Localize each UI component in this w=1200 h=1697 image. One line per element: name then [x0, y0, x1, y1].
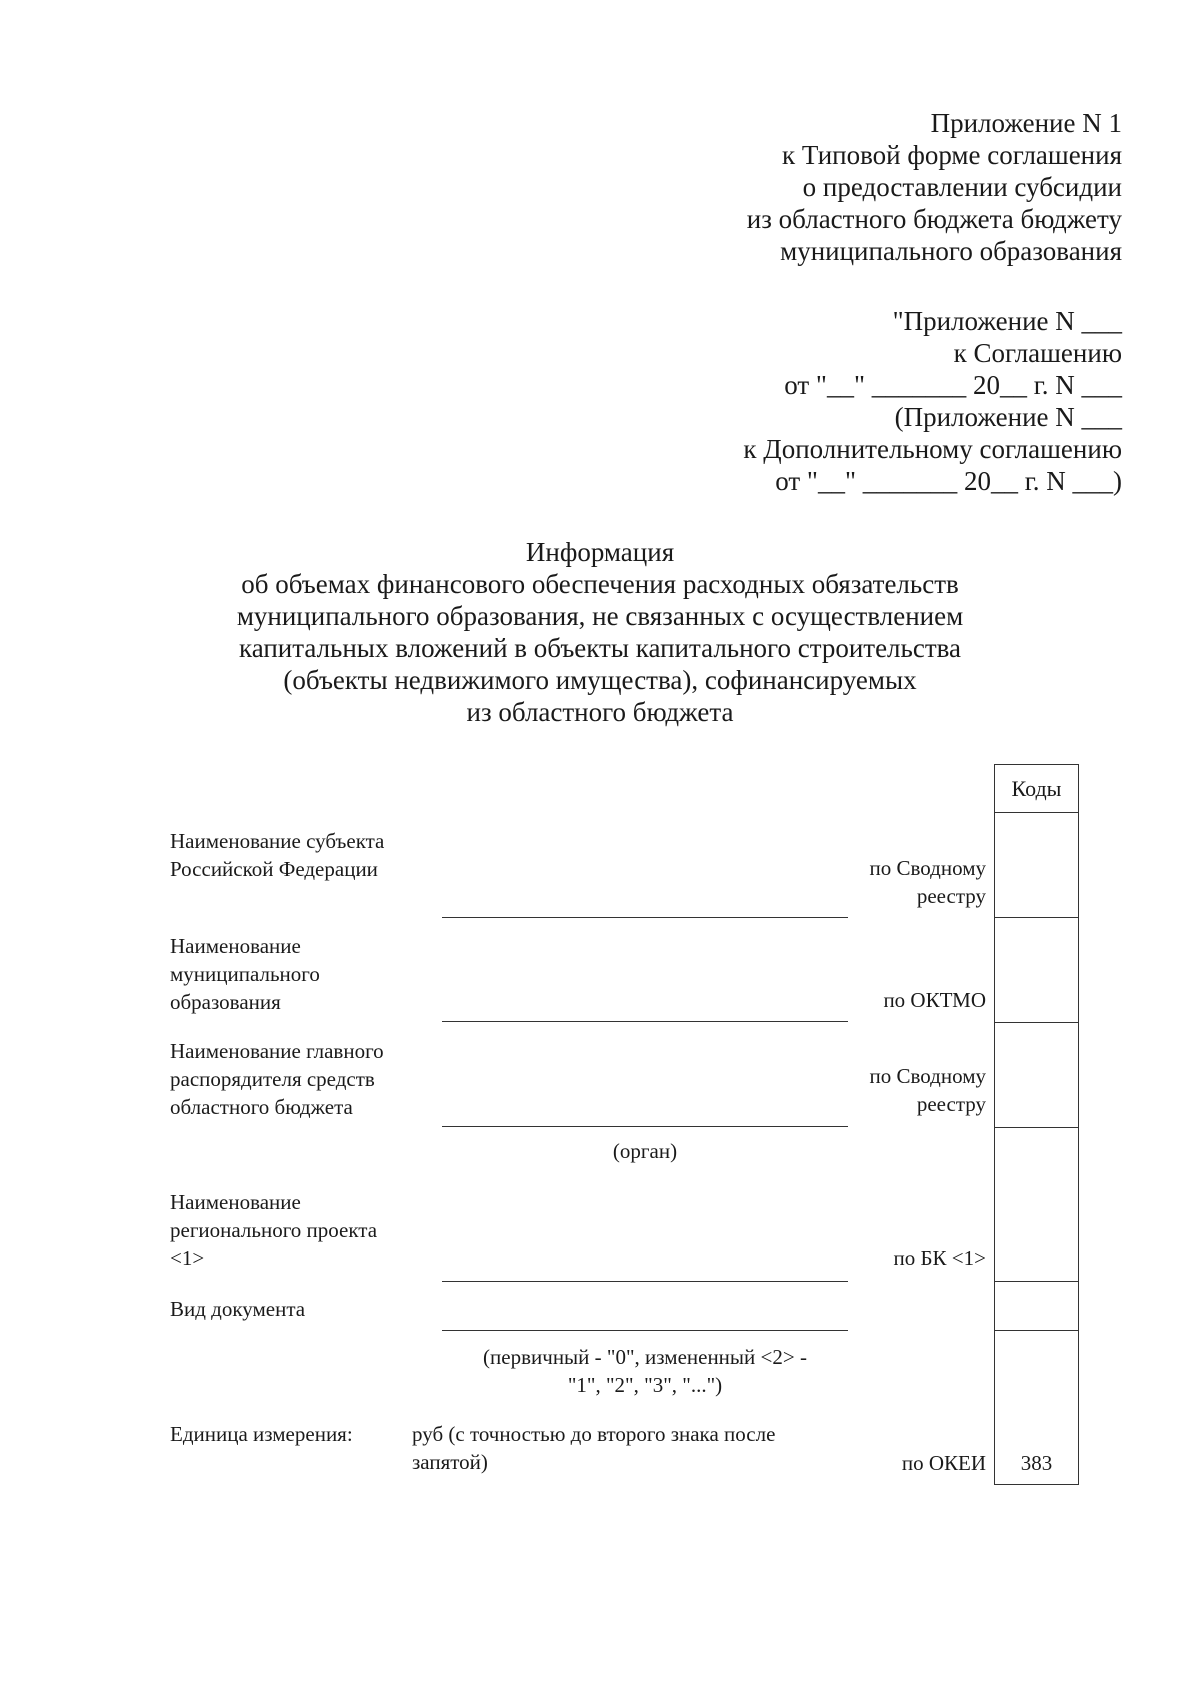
codes-bottom-border: [994, 1484, 1079, 1485]
codes-divider: [994, 1330, 1079, 1331]
codes-top-border: [994, 764, 1079, 765]
grbs-label-line: распорядителя средств: [170, 1067, 375, 1091]
code-label-line: по ОКТМО: [883, 988, 986, 1012]
organ-note: (орган): [612, 1139, 678, 1163]
subject-label: [170, 827, 384, 883]
title-line: (объекты недвижимого имущества), софинансируемых: [283, 665, 917, 695]
unit-value: [412, 1420, 775, 1476]
appendix-line: о предоставлении субсидии: [802, 172, 1122, 202]
codes-divider: [994, 917, 1079, 918]
grbs-label-line: областного бюджета: [170, 1095, 353, 1119]
code-label-line: по БК <1>: [893, 1246, 986, 1270]
codes-right-border: [1078, 764, 1079, 1485]
title-heading: Информация: [525, 537, 675, 567]
title-line: об объемах финансового обеспечения расходных обязательств: [241, 569, 959, 599]
bk-code-label: [894, 1244, 987, 1272]
municipality-label-line: муниципального: [170, 962, 320, 986]
document-title: [150, 536, 1050, 728]
appendix-title: Приложение N 1: [930, 108, 1122, 138]
code-label-line: по Сводному: [869, 856, 986, 880]
code-label-line: реестру: [916, 1092, 986, 1116]
doc-type-input-line[interactable]: [442, 1330, 848, 1331]
subject-input-line[interactable]: [442, 917, 848, 918]
municipality-label-line: образования: [170, 990, 281, 1014]
project-input-line[interactable]: [442, 1281, 848, 1282]
grbs-label: [170, 1037, 384, 1121]
appendix-header: [747, 107, 1122, 267]
doc-type-note: [442, 1343, 848, 1399]
codes-header: Коды: [1011, 776, 1062, 801]
codes-divider: [994, 1281, 1079, 1282]
code-label-line: по Сводному: [869, 1064, 986, 1088]
appendix-line: муниципального образования: [780, 236, 1122, 266]
doc-type-label: [170, 1295, 305, 1323]
agreement-ref-line: от "__" _______ 20__ г. N ___: [784, 370, 1122, 400]
project-label: [170, 1188, 377, 1272]
appendix-line: к Типовой форме соглашения: [782, 140, 1122, 170]
doc-type-label-line: Вид документа: [170, 1297, 306, 1321]
project-label-line: регионального проекта: [170, 1218, 378, 1242]
project-label-line: Наименование: [170, 1190, 301, 1214]
agreement-reference: [743, 305, 1122, 497]
agreement-ref-line: к Соглашению: [953, 338, 1122, 368]
title-line: из областного бюджета: [466, 697, 734, 727]
grbs-input-line[interactable]: [442, 1126, 848, 1127]
agreement-ref-line: (Приложение N ___: [894, 402, 1122, 432]
codes-left-border: [994, 764, 995, 1485]
unit-value-line: запятой): [412, 1450, 488, 1474]
codes-divider: [994, 1022, 1079, 1023]
project-label-line: <1>: [170, 1246, 205, 1270]
agreement-ref-line: к Дополнительному соглашению: [743, 434, 1122, 464]
title-line: капитальных вложений в объекты капитального строительства: [238, 633, 961, 663]
municipality-label-line: Наименование: [170, 934, 301, 958]
subject-code-label: [870, 854, 986, 910]
unit-value-line: руб (с точностью до второго знака после: [412, 1422, 776, 1446]
oktmo-code-label: [883, 986, 986, 1014]
doc-type-note-line: "1", "2", "3", "..."): [567, 1373, 723, 1397]
doc-type-note-line: (первичный - "0", измененный <2> -: [483, 1345, 807, 1369]
agreement-ref-line: от "__" _______ 20__ г. N ___): [775, 466, 1122, 496]
appendix-line: из областного бюджета бюджету: [746, 204, 1122, 234]
okei-code-value: 383: [1020, 1451, 1053, 1475]
subject-label-line: Наименование субъекта: [170, 829, 385, 853]
codes-divider: [994, 812, 1079, 813]
grbs-label-line: Наименование главного: [170, 1039, 384, 1063]
grbs-code-label: [870, 1062, 986, 1118]
unit-label: Единица измерения:: [170, 1422, 353, 1446]
code-label-line: реестру: [916, 884, 986, 908]
codes-divider: [994, 1127, 1079, 1128]
municipality-input-line[interactable]: [442, 1021, 848, 1022]
municipality-label: [170, 932, 320, 1016]
title-line: муниципального образования, не связанных с осуществлением: [236, 601, 964, 631]
subject-label-line: Российской Федерации: [170, 857, 378, 881]
okei-code-label: по ОКЕИ: [901, 1451, 986, 1475]
agreement-ref-line: "Приложение N ___: [892, 306, 1122, 336]
